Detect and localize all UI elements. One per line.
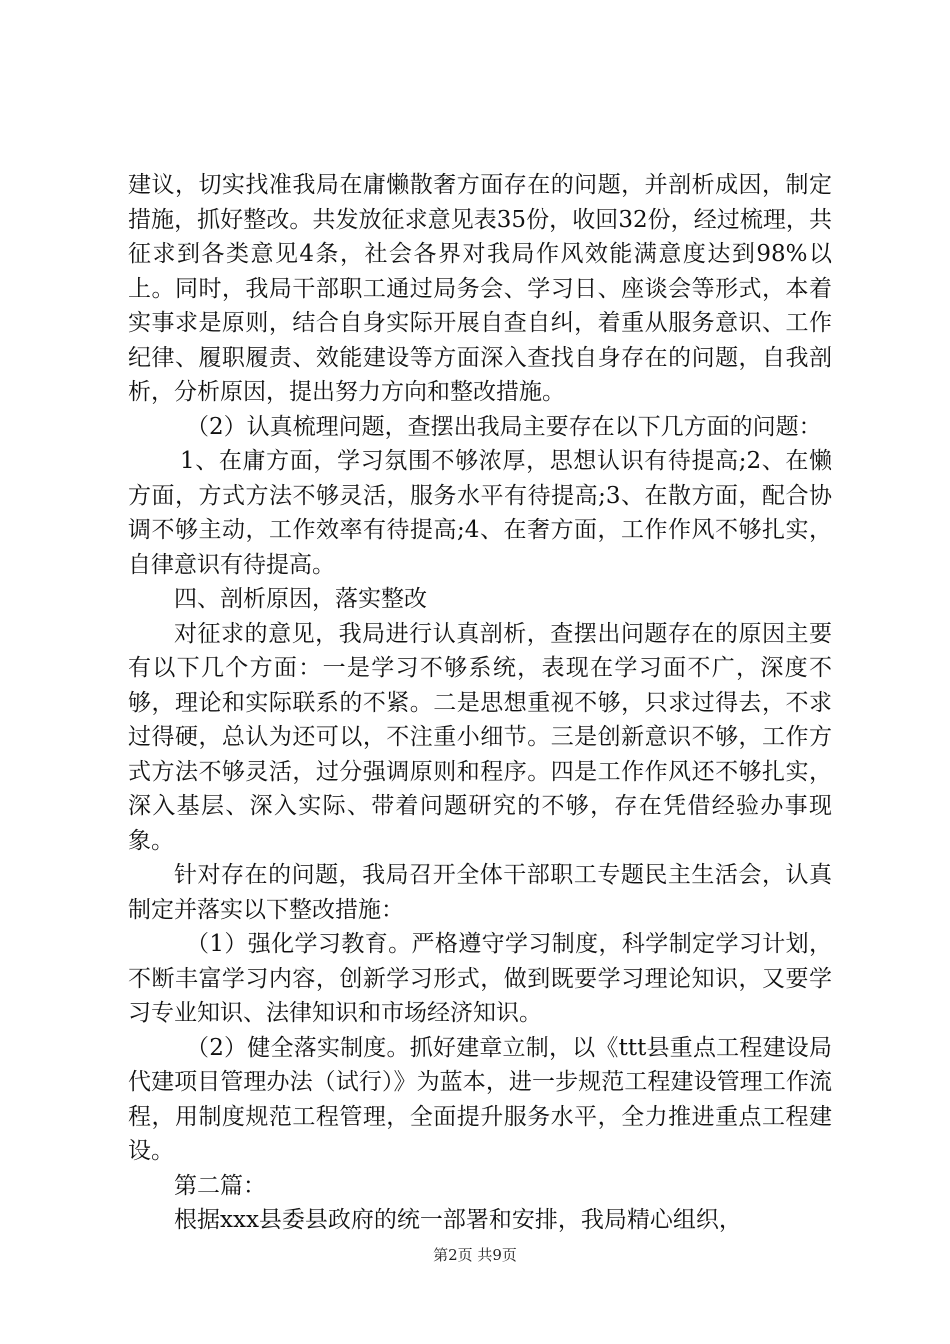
paragraph-7: （2）健全落实制度。抓好建章立制，以《ttt县重点工程建设局代建项目管理办法（试行）》为蓝本，进一步规范工程建设管理工作流程，用制度规范工程管理，全面提升服务水平，全力推进重点工程建设。 <box>128 1034 832 1164</box>
section-heading: 四、剖析原因，落实整改 <box>174 586 427 612</box>
paragraph-1: 建议，切实找准我局在庸懒散奢方面存在的问题，并剖析成因，制定措施，抓好整改。共发放征求意见表35份，收回32份，经过梳理，共征求到各类意见4条，社会各界对我局作风效能满意度达到98%以上。同时，我局干部职工通过局务会、学习日、座谈会等形式，本着实事求是原则，结合自身实际开展自查自纠，着重从服务意识、工作纪律、履职履责、效能建设等方面深入查找自身存在的问题，自我剖析，分析原因，提出努力方向和整改措施。 <box>128 172 832 405</box>
paragraph-8: 根据xxx县委县政府的统一部署和安排，我局精心组织， <box>174 1207 742 1233</box>
paragraph-5: 针对存在的问题，我局召开全体干部职工专题民主生活会，认真制定并落实以下整改措施： <box>128 862 832 923</box>
paragraph-2: （2）认真梳理问题，查摆出我局主要存在以下几方面的问题： <box>186 413 822 440</box>
paragraph-3: 1、在庸方面，学习氛围不够浓厚，思想认识有待提高;2、在懒方面，方式方法不够灵活，服务水平有待提高;3、在散方面，配合协调不够主动，工作效率有待提高;4、在奢方面，工作作风不够扎实，自律意识有待提高。 <box>128 448 832 578</box>
paragraph-4: 对征求的意见，我局进行认真剖析，查摆出问题存在的原因主要有以下几个方面：一是学习不够系统，表现在学习面不广，深度不够，理论和实际联系的不紧。二是思想重视不够，只求过得去，不求过得硬，总认为还可以，不注重小细节。三是创新意识不够，工作方式方法不够灵活，过分强调原则和程序。四是工作作风还不够扎实，深入基层、深入实际、带着问题研究的不够，存在凭借经验办事现象。 <box>128 620 832 854</box>
document-body <box>128 168 832 1238</box>
part-heading: 第二篇： <box>174 1172 266 1199</box>
paragraph-6: （1）强化学习教育。严格遵守学习制度，科学制定学习计划，不断丰富学习内容，创新学习形式，做到既要学习理论知识，又要学习专业知识、法律知识和市场经济知识。 <box>128 931 832 1026</box>
page-footer: 第2页 共9页 <box>433 1246 517 1264</box>
